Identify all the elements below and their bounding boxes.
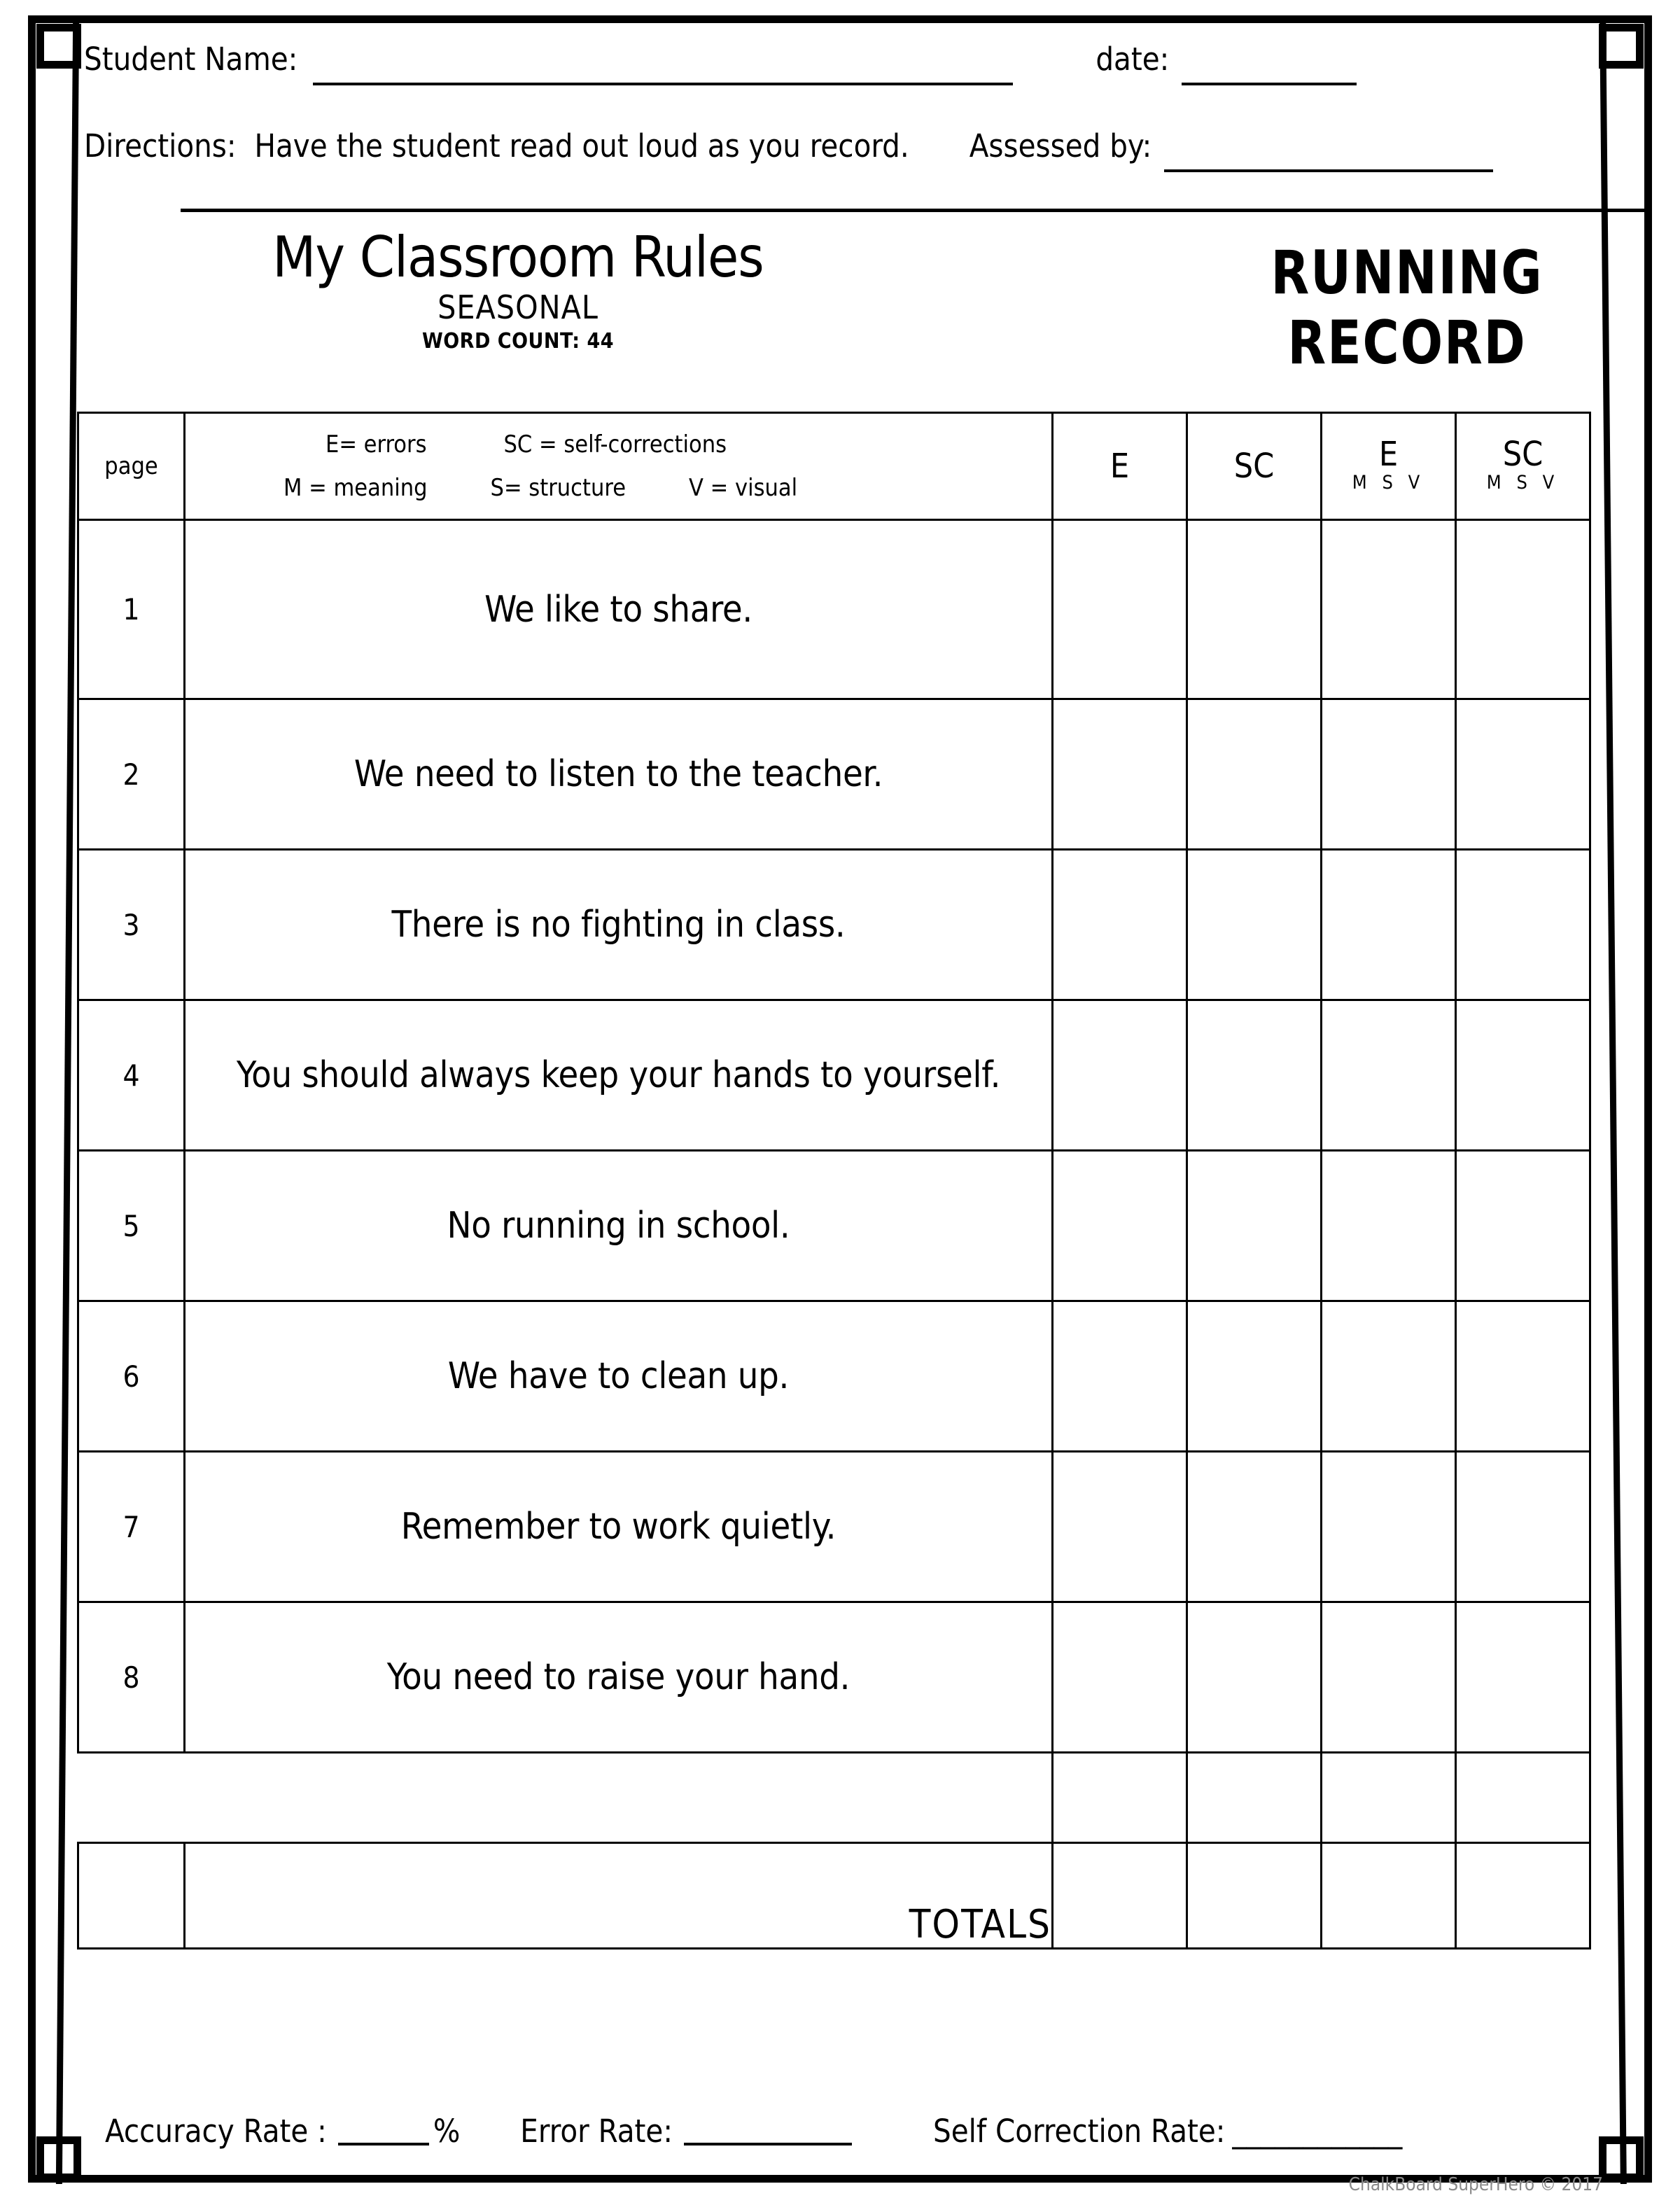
row-cell-sc[interactable]	[1187, 699, 1322, 850]
row-cell-sc[interactable]	[1187, 1151, 1322, 1301]
row-cell-e[interactable]	[1053, 850, 1187, 1000]
totals-cell-e[interactable]	[1053, 1843, 1187, 1949]
row-sentence: Remember to work quietly.	[185, 1452, 1053, 1602]
row-cell-e-msv[interactable]	[1322, 1301, 1456, 1452]
student-name-label: Student Name:	[84, 41, 298, 78]
self-correction-rate-input[interactable]: ____________	[1232, 2113, 1403, 2150]
border-corner-top-right-icon	[1599, 24, 1644, 69]
accuracy-rate-input[interactable]	[338, 2143, 429, 2146]
row-cell-e-msv[interactable]	[1322, 1452, 1456, 1602]
row-page-number: 4	[78, 1000, 185, 1151]
row-page-number: 2	[78, 699, 185, 850]
row-cell-sc[interactable]	[1187, 1000, 1322, 1151]
table-row	[78, 520, 1590, 699]
totals-spacer-cell-e-msv[interactable]	[1322, 1753, 1456, 1843]
header-sc-msv	[1456, 413, 1590, 520]
self-correction-rate-group	[933, 2113, 1402, 2150]
self-correction-rate-label: Self Correction Rate:	[932, 2113, 1226, 2150]
row-cell-e[interactable]	[1053, 1301, 1187, 1452]
table-row	[78, 699, 1590, 850]
assessed-by-input[interactable]	[1164, 169, 1493, 172]
row-cell-e[interactable]	[1053, 1000, 1187, 1151]
error-rate-input[interactable]	[684, 2143, 852, 2146]
page-title: My Classroom Rules	[272, 225, 764, 290]
legend-s: S= structure	[490, 474, 626, 502]
totals-cell-sc[interactable]	[1187, 1843, 1322, 1949]
totals-spacer-cell-sc[interactable]	[1187, 1753, 1322, 1843]
row-cell-sc-msv[interactable]	[1456, 1301, 1590, 1452]
table-row	[78, 1151, 1590, 1301]
row-page-number: 1	[78, 520, 185, 699]
totals-spacer-row	[78, 1753, 1590, 1843]
student-name-row	[84, 41, 1596, 90]
border-corner-bottom-left-icon	[36, 2136, 81, 2181]
row-cell-e-msv[interactable]	[1322, 850, 1456, 1000]
accuracy-rate-group	[105, 2113, 460, 2150]
row-sentence: You need to raise your hand.	[185, 1602, 1053, 1753]
header-sc-msv-main: SC	[1502, 434, 1544, 474]
copyright-notice: ChalkBoard SuperHero © 2017	[1348, 2174, 1603, 2195]
row-sentence: There is no fighting in class.	[185, 850, 1053, 1000]
row-cell-sc-msv[interactable]	[1456, 1000, 1590, 1151]
directions-label: Directions:	[84, 127, 237, 164]
row-cell-sc[interactable]	[1187, 1602, 1322, 1753]
header-errors: E	[1053, 413, 1187, 520]
header-page: page	[78, 413, 185, 520]
error-rate-group	[520, 2113, 852, 2150]
row-cell-sc[interactable]	[1187, 1452, 1322, 1602]
error-rate-label: Error Rate:	[520, 2113, 673, 2150]
header-legend	[185, 413, 1053, 520]
header-sc-msv-sub: M S V	[1486, 472, 1560, 494]
header-errors-msv-main: E	[1378, 434, 1399, 474]
title-block	[182, 225, 854, 354]
table-row	[78, 1301, 1590, 1452]
word-count: WORD COUNT: 44	[421, 329, 615, 354]
totals-spacer-cell-e[interactable]	[1053, 1753, 1187, 1843]
row-cell-sc[interactable]	[1187, 850, 1322, 1000]
row-cell-sc-msv[interactable]	[1456, 1452, 1590, 1602]
table-row	[78, 1000, 1590, 1151]
totals-row	[78, 1843, 1590, 1949]
row-cell-sc[interactable]	[1187, 1301, 1322, 1452]
running-record-table-wrap	[77, 412, 1617, 1949]
row-cell-e-msv[interactable]	[1322, 699, 1456, 850]
row-sentence: You should always keep your hands to yourself.	[185, 1000, 1053, 1151]
student-name-input[interactable]	[313, 83, 1013, 85]
row-cell-e-msv[interactable]	[1322, 1151, 1456, 1301]
table-row	[78, 1602, 1590, 1753]
row-cell-sc-msv[interactable]	[1456, 520, 1590, 699]
header-self-corrections: SC	[1187, 413, 1322, 520]
border-corner-top-left-icon	[36, 24, 81, 69]
row-page-number: 3	[78, 850, 185, 1000]
directions-text: Have the student read out loud as you record.	[254, 127, 909, 164]
header-errors-msv	[1322, 413, 1456, 520]
legend-sc: SC = self-corrections	[503, 430, 727, 458]
row-cell-e[interactable]	[1053, 1151, 1187, 1301]
table-row	[78, 850, 1590, 1000]
border-corner-bottom-right-icon	[1599, 2136, 1644, 2181]
content-area	[77, 28, 1603, 2195]
date-label: date:	[1096, 41, 1170, 78]
totals-empty-e-msv	[1322, 1843, 1456, 1949]
row-page-number: 7	[78, 1452, 185, 1602]
header-divider	[181, 209, 1651, 212]
directions-row	[84, 127, 1596, 176]
totals-empty-page	[78, 1843, 185, 1949]
totals-label: TOTALS	[185, 1843, 1053, 1949]
totals-spacer-page	[78, 1753, 185, 1843]
assessed-by-label: Assessed by:	[969, 127, 1152, 164]
row-page-number: 5	[78, 1151, 185, 1301]
accuracy-rate-suffix: %	[433, 2113, 461, 2150]
row-cell-sc-msv[interactable]	[1456, 1151, 1590, 1301]
totals-spacer-text	[185, 1753, 1053, 1843]
row-cell-sc[interactable]	[1187, 520, 1322, 699]
row-sentence: We need to listen to the teacher.	[185, 699, 1053, 850]
rates-row	[105, 2113, 1603, 2150]
row-page-number: 8	[78, 1602, 185, 1753]
row-cell-e-msv[interactable]	[1322, 1602, 1456, 1753]
row-page-number: 6	[78, 1301, 185, 1452]
legend-m: M = meaning	[284, 474, 428, 502]
running-record-table	[77, 412, 1591, 1949]
row-cell-e-msv[interactable]	[1322, 1000, 1456, 1151]
date-input[interactable]	[1182, 83, 1357, 85]
legend-v: V = visual	[689, 474, 798, 502]
row-cell-e[interactable]	[1053, 520, 1187, 699]
legend-e: E= errors	[326, 430, 427, 458]
table-body	[78, 520, 1590, 1949]
row-sentence: We have to clean up.	[185, 1301, 1053, 1452]
table-row	[78, 1452, 1590, 1602]
accuracy-rate-label: Accuracy Rate :	[105, 2113, 327, 2150]
row-cell-e-msv[interactable]	[1322, 520, 1456, 699]
row-cell-e[interactable]	[1053, 1452, 1187, 1602]
row-cell-sc-msv[interactable]	[1456, 1602, 1590, 1753]
header-errors-msv-sub: M S V	[1352, 472, 1425, 494]
title-subtitle: SEASONAL	[438, 288, 598, 326]
table-header-row	[78, 413, 1590, 520]
totals-spacer-cell-sc-msv[interactable]	[1456, 1753, 1590, 1843]
row-sentence: We like to share.	[185, 520, 1053, 699]
document-type-title: RUNNING RECORD	[1270, 238, 1544, 378]
row-cell-sc-msv[interactable]	[1456, 850, 1590, 1000]
totals-empty-sc-msv	[1456, 1843, 1590, 1949]
row-cell-sc-msv[interactable]	[1456, 699, 1590, 850]
row-cell-e[interactable]	[1053, 699, 1187, 850]
row-sentence: No running in school.	[185, 1151, 1053, 1301]
row-cell-e[interactable]	[1053, 1602, 1187, 1753]
